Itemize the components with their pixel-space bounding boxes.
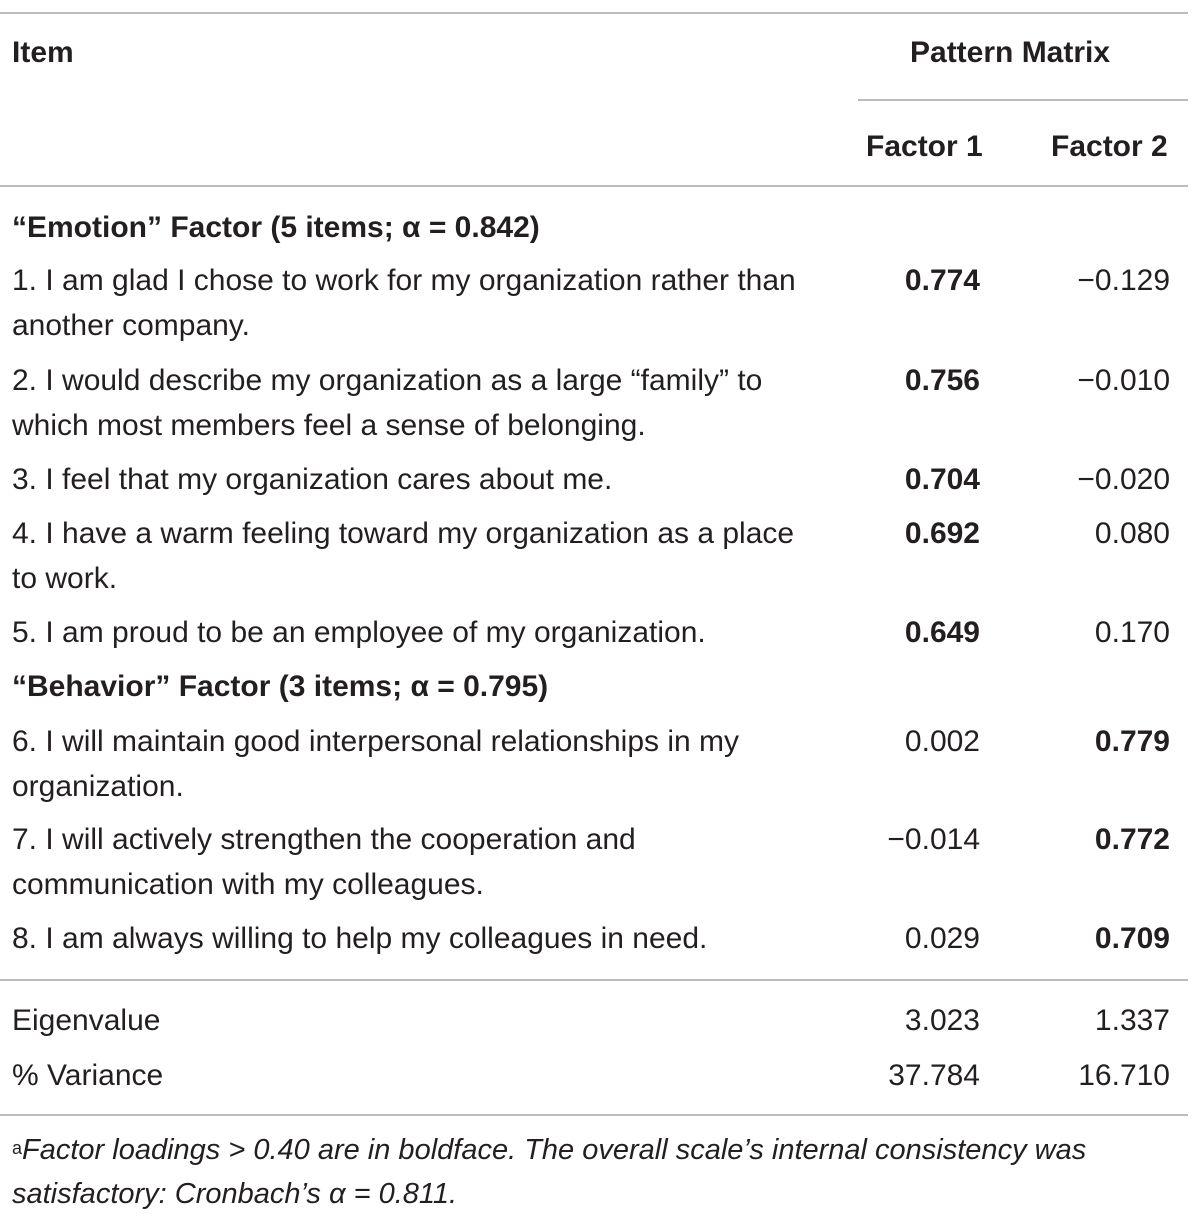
- table-row-item-3-f1: 0.704: [904, 463, 980, 496]
- table-row-item-3-text: 3. I feel that my organization cares about me.: [12, 463, 613, 496]
- header-pattern-matrix: Pattern Matrix: [910, 36, 1111, 69]
- table-row-item-7-text: 7. I will actively strengthen the cooperation and communication with my colleagues.: [12, 823, 636, 901]
- footnote-marker: a: [12, 1138, 23, 1158]
- summary-variance-label: % Variance: [12, 1059, 164, 1092]
- table-row-item-5-f2: 0.170: [1094, 616, 1170, 649]
- top-rule: [0, 12, 1188, 14]
- table-row-item-4-f2: 0.080: [1094, 517, 1170, 550]
- summary-variance-f2: 16.710: [1078, 1059, 1170, 1092]
- table-row-item-8-f1: 0.029: [904, 922, 980, 955]
- body-rule: [0, 979, 1188, 981]
- table-row-item-6-text: 6. I will maintain good interpersonal relationships in my organization.: [12, 725, 740, 803]
- summary-eigenvalue-f2: 1.337: [1094, 1004, 1170, 1037]
- table-row-item-2-text: 2. I would describe my organization as a large “family” to which most members feel a sense of belonging.: [12, 364, 763, 442]
- header-rule: [0, 185, 1188, 187]
- header-item: Item: [12, 36, 74, 69]
- footnote-text: Factor loadings > 0.40 are in boldface. The overall scale’s internal consistency was satisfactory: Cronbach’s α = 0.811.: [12, 1134, 1087, 1210]
- table-row-item-2-f1: 0.756: [904, 364, 980, 397]
- table-row-item-6-f2: 0.779: [1094, 725, 1170, 758]
- table-row-item-7-f2: 0.772: [1094, 823, 1170, 856]
- footnote: [12, 1128, 1188, 1216]
- table-row-item-7-f1: −0.014: [887, 823, 980, 856]
- pattern-matrix-rule: [858, 99, 1188, 101]
- table-row-item-4-f1: 0.692: [904, 517, 980, 550]
- table-row-item-8-f2: 0.709: [1094, 922, 1170, 955]
- header-factor-1: Factor 1: [866, 130, 983, 163]
- group-title-emotion: “Emotion” Factor (5 items; α = 0.842): [12, 211, 540, 244]
- table-row-item-5-text: 5. I am proud to be an employee of my organization.: [12, 616, 706, 649]
- summary-eigenvalue-f1: 3.023: [904, 1004, 980, 1037]
- table-row-item-3-f2: −0.020: [1077, 463, 1170, 496]
- summary-variance-f1: 37.784: [888, 1059, 980, 1092]
- table-row-item-2-f2: −0.010: [1077, 364, 1170, 397]
- footnote-rule: [0, 1114, 1188, 1116]
- table-row-item-6-f1: 0.002: [904, 725, 980, 758]
- header-factor-2: Factor 2: [1051, 130, 1168, 163]
- table-row-item-4-text: 4. I have a warm feeling toward my organization as a place to work.: [12, 517, 795, 595]
- group-title-behavior: “Behavior” Factor (3 items; α = 0.795): [12, 670, 549, 703]
- table-row-item-1-text: 1. I am glad I chose to work for my organization rather than another company.: [12, 264, 796, 342]
- table-row-item-8-text: 8. I am always willing to help my colleagues in need.: [12, 922, 708, 955]
- table-row-item-1-f1: 0.774: [904, 264, 980, 297]
- summary-eigenvalue-label: Eigenvalue: [12, 1004, 161, 1037]
- table-row-item-1-f2: −0.129: [1077, 264, 1170, 297]
- table-row-item-5-f1: 0.649: [904, 616, 980, 649]
